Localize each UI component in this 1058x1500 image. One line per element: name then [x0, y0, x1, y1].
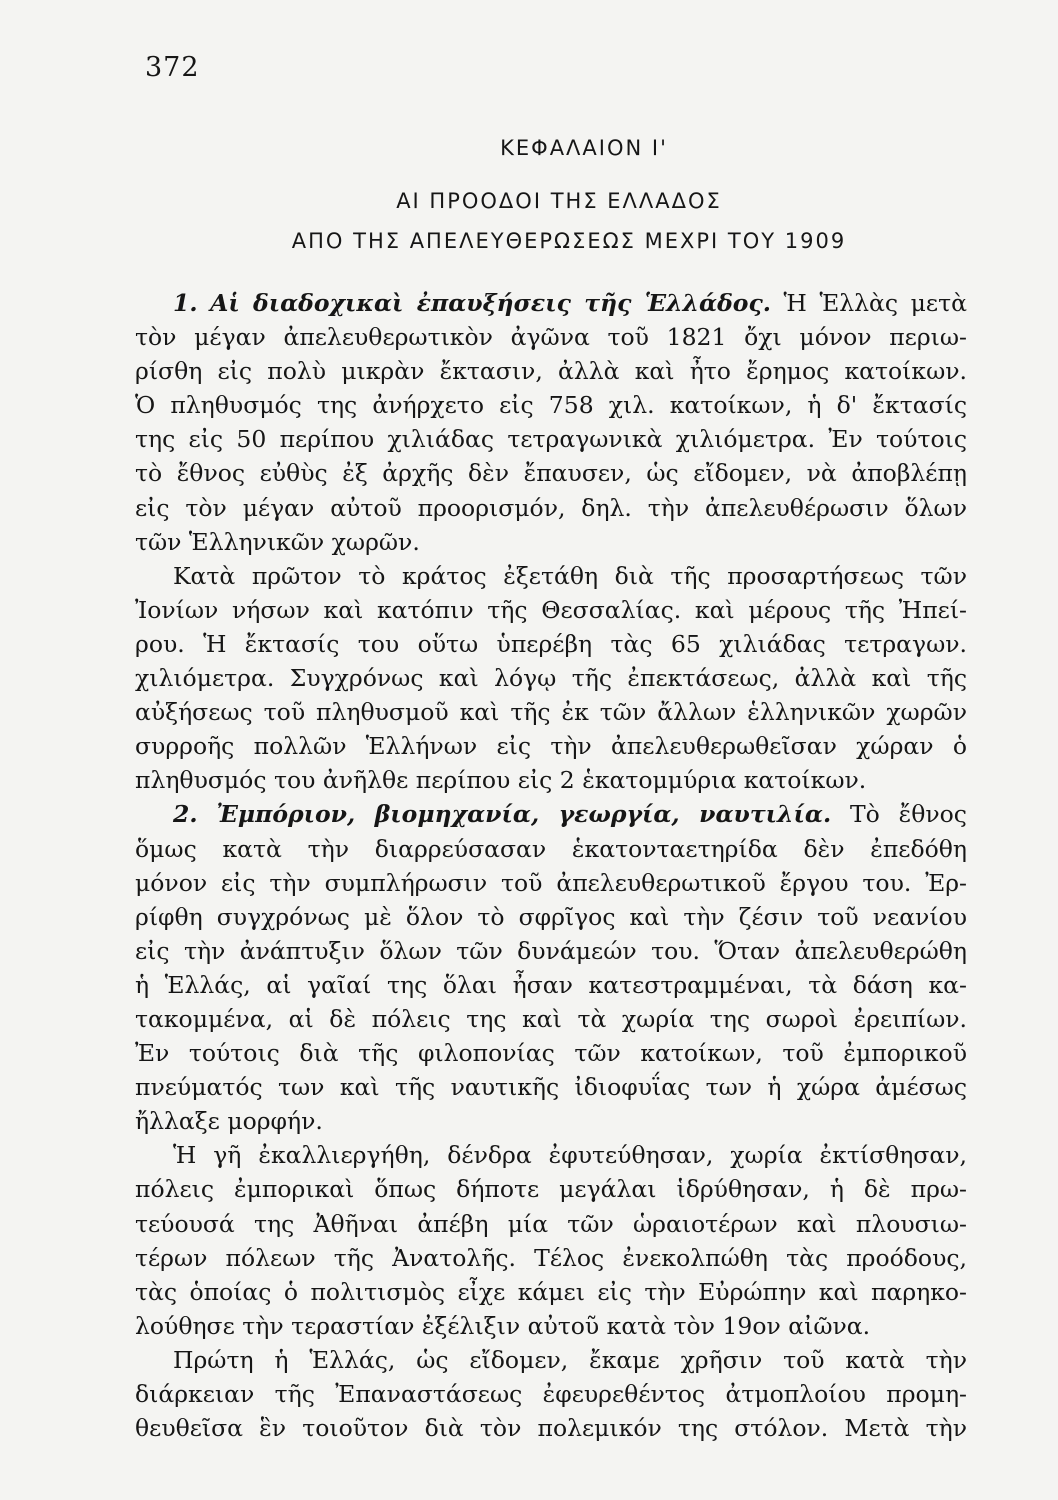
- text-line: χιλιόμετρα. Συγχρόνως καὶ λόγῳ τῆς ἐπεκτάσεως, ἀλλὰ καὶ τῆς: [135, 664, 967, 693]
- text-line: μόνον εἰς τὴν συμπλήρωσιν τοῦ ἀπελευθερωτικοῦ ἔργου του. Ἐρ-: [135, 868, 967, 897]
- text-line: τέρων πόλεων τῆς Ἀνατολῆς. Τέλος ἐνεκολπώθη τὰς προόδους,: [135, 1243, 967, 1272]
- text-line: ἤλλαξε μορφήν.: [135, 1107, 323, 1136]
- text-line: ὅμως κατὰ τὴν διαρρεύσασαν ἑκατονταετηρίδα δὲν ἐπεδόθη: [135, 834, 967, 863]
- text-line: [135, 797, 967, 831]
- text-line: τὸν μέγαν ἀπελευθερωτικὸν ἀγῶνα τοῦ 1821 ὄχι μόνον περιω-: [135, 323, 967, 352]
- body-text: [135, 286, 967, 1445]
- text-line: Πρώτη ἡ Ἑλλάς, ὡς εἴδομεν, ἔκαμε χρῆσιν τοῦ κατὰ τὴν: [173, 1345, 967, 1374]
- text-line: λούθησε τὴν τεραστίαν ἐξέλιξιν αὐτοῦ κατὰ τὸν 19ον αἰῶνα.: [135, 1311, 871, 1340]
- text-line: αὐξήσεως τοῦ πληθυσμοῦ καὶ τῆς ἐκ τῶν ἄλλων ἑλληνικῶν χωρῶν: [135, 698, 967, 727]
- text-line: τῶν Ἑλληνικῶν χωρῶν.: [135, 527, 420, 556]
- text-line: ρίσθη εἰς πολὺ μικρὰν ἔκτασιν, ἀλλὰ καὶ ἦτο ἔρημος κατοίκων.: [135, 357, 967, 386]
- text-line: διάρκειαν τῆς Ἐπαναστάσεως ἐφευρεθέντος ἀτμοπλοίου προμη-: [135, 1380, 967, 1408]
- text-line: πόλεις ἐμπορικαὶ ὅπως δήποτε μεγάλαι ἱδρύθησαν, ἡ δὲ πρω-: [135, 1175, 967, 1204]
- section-number: 2.: [173, 800, 198, 829]
- text-line: τὸ ἔθνος εὐθὺς ἐξ ἀρχῆς δὲν ἔπαυσεν, ὡς εἴδομεν, νὰ ἀποβλέπῃ: [135, 459, 967, 488]
- text-line: της εἰς 50 περίπου χιλιάδας τετραγωνικὰ χιλιόμετρα. Ἐν τούτοις: [135, 425, 967, 454]
- section-title: Αἱ διαδοχικαὶ ἐπαυξήσεις τῆς Ἑλλάδος.: [210, 289, 771, 317]
- text-line: πληθυσμός του ἀνῆλθε περίπου εἰς 2 ἑκατομμύρια κατοίκων.: [135, 766, 867, 795]
- text-line: Ἐν τούτοις διὰ τῆς φιλοπονίας τῶν κατοίκων, τοῦ ἐμπορικοῦ: [135, 1039, 967, 1068]
- text-line: τὰς ὁποίας ὁ πολιτισμὸς εἶχε κάμει εἰς τὴν Εὐρώπην καὶ παρηκο-: [135, 1277, 967, 1306]
- text-line: ἡ Ἑλλάς, αἱ γαῖαί της ὅλαι ἦσαν κατεστραμμέναι, τὰ δάση κα-: [135, 970, 967, 999]
- text-line: Ἰονίων νήσων καὶ κατόπιν τῆς Θεσσαλίας. καὶ μέρους τῆς Ἠπεί-: [135, 595, 967, 624]
- text-line: θευθεῖσα ἓν τοιοῦτον διὰ τὸν πολεμικόν της στόλον. Μετὰ τὴν: [135, 1414, 967, 1443]
- text-line: πνεύματός των καὶ τῆς ναυτικῆς ἰδιοφυΐας των ἡ χώρα ἀμέσως: [135, 1073, 967, 1102]
- text-line: Κατὰ πρῶτον τὸ κράτος ἐξετάθη διὰ τῆς προσαρτήσεως τῶν: [173, 561, 967, 590]
- text-line: συρροῆς πολλῶν Ἑλλήνων εἰς τὴν ἀπελευθερωθεῖσαν χώραν ὁ: [135, 732, 967, 761]
- text-line: Ἡ γῆ ἐκαλλιεργήθη, δένδρα ἐφυτεύθησαν, χωρία ἐκτίσθησαν,: [173, 1141, 967, 1170]
- text-span: Τὸ ἔθνος: [849, 800, 967, 829]
- chapter-period: ΑΠΟ ΤΗΣ ΑΠΕΛΕΥΘΕΡΩΣΕΩΣ ΜΕΧΡΙ ΤΟΥ 1909: [291, 229, 847, 253]
- section-number: 1.: [173, 289, 198, 317]
- text-line: τεύουσά της Ἀθῆναι ἀπέβη μία τῶν ὡραιοτέρων καὶ πλουσιω-: [135, 1209, 967, 1238]
- chapter-title: ΚΕΦΑΛΑΙΟΝ Ι': [500, 136, 668, 160]
- text-line: τακομμένα, αἱ δὲ πόλεις της καὶ τὰ χωρία της σωροὶ ἐρειπίων.: [135, 1004, 967, 1033]
- text-line: εἰς τὸν μέγαν αὐτοῦ προορισμόν, δηλ. τὴν ἀπελευθέρωσιν ὅλων: [135, 493, 967, 522]
- chapter-subtitle: ΑΙ ΠΡΟΟΔΟΙ ΤΗΣ ΕΛΛΑΔΟΣ: [396, 189, 722, 213]
- text-line: ρου. Ἡ ἔκτασίς του οὕτω ὑπερέβη τὰς 65 χιλιάδας τετραγων.: [135, 629, 967, 658]
- text-line: ρίφθη συγχρόνως μὲ ὅλον τὸ σφρῖγος καὶ τὴν ζέσιν τοῦ νεανίου: [135, 902, 967, 931]
- text-line: εἰς τὴν ἀνάπτυξιν ὅλων τῶν δυνάμεών του. Ὅταν ἀπελευθερώθη: [135, 936, 967, 965]
- text-line: Ὁ πληθυσμός της ἀνήρχετο εἰς 758 χιλ. κατοίκων, ἡ δ' ἔκτασίς: [135, 391, 967, 420]
- page-number: 372: [145, 52, 200, 83]
- text-line: [135, 286, 967, 320]
- text-span: Ἡ Ἑλλὰς μετὰ: [783, 289, 967, 317]
- section-title: Ἐμπόριον, βιομηχανία, γεωργία, ναυτιλία.: [216, 800, 832, 829]
